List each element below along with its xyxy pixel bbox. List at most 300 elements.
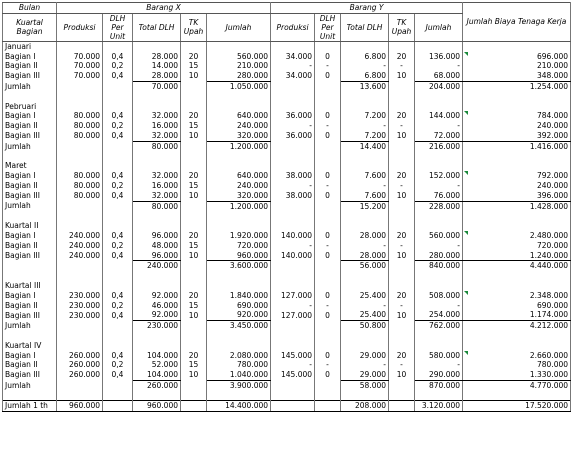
cell-value: 780.000 <box>463 360 571 370</box>
cell-value: 2.660.000 <box>463 351 571 361</box>
subtotal-value <box>181 201 207 211</box>
empty-cell <box>271 41 315 51</box>
cell-value: 10 <box>389 131 415 141</box>
grand-total-value: 14.400.000 <box>207 401 271 412</box>
cell-value: - <box>415 301 463 311</box>
table-row <box>3 52 571 62</box>
cell-value: 792.000 <box>463 171 571 181</box>
empty-cell <box>315 102 341 112</box>
cell-value: 72.000 <box>415 131 463 141</box>
grand-total-value: 3.120.000 <box>415 401 463 412</box>
empty-cell <box>103 161 133 171</box>
cell-value: 70.000 <box>57 52 103 62</box>
empty-cell <box>315 341 341 351</box>
cell-value: 1.174.000 <box>463 310 571 320</box>
cell-value: 20 <box>181 171 207 181</box>
cell-value: 10 <box>181 251 207 261</box>
subtotal-value <box>57 261 103 271</box>
cell-value: 145.000 <box>271 351 315 361</box>
subtotal-value: 80.000 <box>133 141 181 151</box>
cell-value: 127.000 <box>271 310 315 320</box>
table-row <box>3 351 571 361</box>
cell-value: 80.000 <box>57 171 103 181</box>
subtotal-value: 3.450.000 <box>207 321 271 331</box>
empty-cell <box>3 271 57 281</box>
cell-value: 32.000 <box>133 171 181 181</box>
subtotal-label: Jumlah <box>3 380 57 390</box>
cell-value: 0 <box>315 251 341 261</box>
cell-value: 1.330.000 <box>463 370 571 380</box>
table-row <box>3 61 571 71</box>
cell-value: 136.000 <box>415 52 463 62</box>
cell-value: 784.000 <box>463 111 571 121</box>
subtotal-value <box>271 321 315 331</box>
cell-value: 32.000 <box>133 191 181 201</box>
row-label: Bagian III <box>3 251 57 261</box>
empty-cell <box>271 391 315 401</box>
grand-total-label: Jumlah 1 th <box>3 401 57 412</box>
empty-cell <box>463 341 571 351</box>
cell-value: - <box>315 121 341 131</box>
cell-value: 96.000 <box>133 251 181 261</box>
subtotal-value: 56.000 <box>341 261 389 271</box>
header-y-total-dlh: Total DLH <box>341 13 389 41</box>
empty-cell <box>271 102 315 112</box>
cell-value: 144.000 <box>415 111 463 121</box>
empty-cell <box>181 341 207 351</box>
cell-value: 320.000 <box>207 191 271 201</box>
grand-total-value <box>103 401 133 412</box>
cell-value: 140.000 <box>271 231 315 241</box>
cell-value: 36.000 <box>271 131 315 141</box>
cell-value: 20 <box>389 171 415 181</box>
subtotal-value <box>271 380 315 390</box>
empty-cell <box>103 92 133 102</box>
empty-cell <box>271 211 315 221</box>
empty-cell <box>3 211 57 221</box>
comment-marker-icon <box>464 351 468 355</box>
empty-cell <box>103 152 133 162</box>
cell-value: 25.400 <box>341 310 389 320</box>
subtotal-value: 1.200.000 <box>207 201 271 211</box>
spacer-row <box>3 391 571 401</box>
empty-cell <box>271 331 315 341</box>
header-barang-x: Barang X <box>57 3 271 14</box>
empty-cell <box>341 221 389 231</box>
table-row <box>3 181 571 191</box>
empty-cell <box>133 391 181 401</box>
cell-value: - <box>389 301 415 311</box>
cell-value: 20 <box>389 291 415 301</box>
subtotal-value <box>315 261 341 271</box>
row-label: Bagian II <box>3 61 57 71</box>
cell-value: - <box>315 61 341 71</box>
empty-cell <box>341 152 389 162</box>
cell-value: 10 <box>389 191 415 201</box>
cell-value: 10 <box>181 370 207 380</box>
cell-value: - <box>389 121 415 131</box>
subtotal-value <box>57 141 103 151</box>
table-row <box>3 131 571 141</box>
cell-value: 508.000 <box>415 291 463 301</box>
cell-value: 20 <box>389 52 415 62</box>
empty-cell <box>389 102 415 112</box>
empty-cell <box>207 92 271 102</box>
cell-value: - <box>389 181 415 191</box>
empty-cell <box>415 331 463 341</box>
period-label: Pebruari <box>3 102 57 112</box>
cell-value: 0 <box>315 111 341 121</box>
empty-cell <box>181 221 207 231</box>
cell-value: 104.000 <box>133 370 181 380</box>
cell-value: 0,2 <box>103 61 133 71</box>
subtotal-value <box>315 141 341 151</box>
cell-value: - <box>341 121 389 131</box>
empty-cell <box>315 331 341 341</box>
subtotal-value: 80.000 <box>133 201 181 211</box>
cell-value: 6.800 <box>341 71 389 81</box>
cell-value: - <box>415 121 463 131</box>
empty-cell <box>181 161 207 171</box>
subtotal-label: Jumlah <box>3 201 57 211</box>
subtotal-value: 204.000 <box>415 81 463 91</box>
comment-marker-icon <box>464 52 468 56</box>
empty-cell <box>389 211 415 221</box>
header-row-1 <box>3 3 571 14</box>
cell-value: 280.000 <box>207 71 271 81</box>
cell-value: 0,4 <box>103 351 133 361</box>
table-row <box>3 251 571 261</box>
cell-value: 0,2 <box>103 181 133 191</box>
subtotal-label <box>3 261 57 271</box>
empty-cell <box>389 391 415 401</box>
cell-value: - <box>341 241 389 251</box>
comment-marker-icon <box>464 171 468 175</box>
cell-value: 80.000 <box>57 111 103 121</box>
cell-value: 20 <box>389 351 415 361</box>
cell-value: 15 <box>181 241 207 251</box>
comment-marker-icon <box>464 231 468 235</box>
subtotal-value <box>315 201 341 211</box>
subtotal-value: 4.440.000 <box>463 261 571 271</box>
empty-cell <box>57 281 103 291</box>
subtotal-value <box>103 380 133 390</box>
cell-value: 640.000 <box>207 111 271 121</box>
period-label: Kuartal II <box>3 221 57 231</box>
empty-cell <box>341 211 389 221</box>
empty-cell <box>315 152 341 162</box>
period-row <box>3 221 571 231</box>
subtotal-value: 50.800 <box>341 321 389 331</box>
cell-value: 76.000 <box>415 191 463 201</box>
empty-cell <box>463 271 571 281</box>
row-label: Bagian I <box>3 291 57 301</box>
row-label: Bagian II <box>3 121 57 131</box>
grand-total-value: 960.000 <box>133 401 181 412</box>
empty-cell <box>389 281 415 291</box>
subtotal-value <box>389 321 415 331</box>
empty-cell <box>133 211 181 221</box>
cell-value: 0 <box>315 351 341 361</box>
cell-value: - <box>341 360 389 370</box>
empty-cell <box>271 281 315 291</box>
cell-value: 0,2 <box>103 301 133 311</box>
cell-value: 0,4 <box>103 131 133 141</box>
empty-cell <box>389 41 415 51</box>
subtotal-value <box>389 380 415 390</box>
cell-value: 0,2 <box>103 121 133 131</box>
period-row <box>3 161 571 171</box>
empty-cell <box>57 92 103 102</box>
header-bulan: Bulan <box>3 3 57 14</box>
cell-value: 7.600 <box>341 171 389 181</box>
cell-value: 10 <box>389 370 415 380</box>
subtotal-value: 1.428.000 <box>463 201 571 211</box>
empty-cell <box>207 102 271 112</box>
cell-value: 80.000 <box>57 131 103 141</box>
empty-cell <box>103 221 133 231</box>
empty-cell <box>271 152 315 162</box>
cell-value: 36.000 <box>271 111 315 121</box>
empty-cell <box>389 92 415 102</box>
cell-value: - <box>389 241 415 251</box>
empty-cell <box>133 271 181 281</box>
empty-cell <box>341 41 389 51</box>
cell-value: 0,4 <box>103 52 133 62</box>
empty-cell <box>315 41 341 51</box>
subtotal-label: Jumlah <box>3 141 57 151</box>
cell-value: - <box>389 61 415 71</box>
empty-cell <box>341 341 389 351</box>
cell-value: 7.200 <box>341 111 389 121</box>
row-label: Bagian I <box>3 111 57 121</box>
period-row <box>3 281 571 291</box>
subtotal-value: 870.000 <box>415 380 463 390</box>
empty-cell <box>341 331 389 341</box>
header-y-tk-upah: TK Upah <box>389 13 415 41</box>
table-row <box>3 301 571 311</box>
cell-value: 38.000 <box>271 191 315 201</box>
empty-cell <box>315 271 341 281</box>
header-y-jumlah: Jumlah <box>415 13 463 41</box>
empty-cell <box>415 41 463 51</box>
empty-cell <box>57 221 103 231</box>
cell-value: 145.000 <box>271 370 315 380</box>
empty-cell <box>181 211 207 221</box>
cell-value: 32.000 <box>133 131 181 141</box>
cell-value: 690.000 <box>207 301 271 311</box>
empty-cell <box>207 271 271 281</box>
cell-value: 290.000 <box>415 370 463 380</box>
row-label: Bagian III <box>3 191 57 201</box>
cell-value: - <box>341 301 389 311</box>
cell-value: 10 <box>389 251 415 261</box>
subtotal-value <box>389 201 415 211</box>
table-row <box>3 171 571 181</box>
cell-value: 0 <box>315 310 341 320</box>
subtotal-value <box>389 261 415 271</box>
empty-cell <box>415 161 463 171</box>
cell-value: 15 <box>181 181 207 191</box>
grand-total-row <box>3 401 571 412</box>
subtotal-value <box>315 321 341 331</box>
empty-cell <box>103 391 133 401</box>
cell-value: 32.000 <box>133 111 181 121</box>
cell-value: 240.000 <box>57 251 103 261</box>
cell-value: 1.240.000 <box>463 251 571 261</box>
subtotal-value <box>103 261 133 271</box>
cell-value: - <box>271 360 315 370</box>
cell-value: 10 <box>181 191 207 201</box>
cell-value: 38.000 <box>271 171 315 181</box>
cell-value: 20 <box>389 111 415 121</box>
header-kuartal-bagian: Kuartal Bagian <box>3 13 57 41</box>
cell-value: - <box>315 360 341 370</box>
table-row <box>3 241 571 251</box>
empty-cell <box>57 41 103 51</box>
subtotal-row <box>3 201 571 211</box>
cell-value: 280.000 <box>415 251 463 261</box>
grand-total-value <box>389 401 415 412</box>
cell-value: - <box>271 61 315 71</box>
cell-value: 2.348.000 <box>463 291 571 301</box>
empty-cell <box>271 271 315 281</box>
cell-value: 29.000 <box>341 351 389 361</box>
cell-value: 260.000 <box>57 360 103 370</box>
cell-value: 0 <box>315 171 341 181</box>
cell-value: 28.000 <box>341 251 389 261</box>
cell-value: 1.040.000 <box>207 370 271 380</box>
cell-value: 960.000 <box>207 251 271 261</box>
subtotal-value: 260.000 <box>133 380 181 390</box>
subtotal-value: 70.000 <box>133 81 181 91</box>
subtotal-row <box>3 141 571 151</box>
empty-cell <box>103 331 133 341</box>
empty-cell <box>207 152 271 162</box>
cell-value: 348.000 <box>463 71 571 81</box>
cell-value: 10 <box>181 131 207 141</box>
empty-cell <box>389 161 415 171</box>
subtotal-value <box>57 81 103 91</box>
period-row <box>3 341 571 351</box>
header-x-total-dlh: Total DLH <box>133 13 181 41</box>
cell-value: - <box>415 360 463 370</box>
empty-cell <box>3 331 57 341</box>
cell-value: 16.000 <box>133 181 181 191</box>
cell-value: 1.920.000 <box>207 231 271 241</box>
cell-value: 80.000 <box>57 191 103 201</box>
cell-value: 28.000 <box>133 52 181 62</box>
empty-cell <box>181 92 207 102</box>
cell-value: 0,4 <box>103 251 133 261</box>
table-row <box>3 191 571 201</box>
cell-value: 0 <box>315 71 341 81</box>
cell-value: 240.000 <box>463 121 571 131</box>
cell-value: - <box>271 301 315 311</box>
table-row <box>3 370 571 380</box>
cell-value: - <box>415 181 463 191</box>
empty-cell <box>133 152 181 162</box>
empty-cell <box>133 281 181 291</box>
empty-cell <box>57 331 103 341</box>
empty-cell <box>3 391 57 401</box>
cell-value: 15 <box>181 301 207 311</box>
table-row <box>3 310 571 320</box>
subtotal-value <box>271 81 315 91</box>
empty-cell <box>207 331 271 341</box>
header-x-dlh-per-unit: DLH Per Unit <box>103 13 133 41</box>
empty-cell <box>57 271 103 281</box>
cell-value: 15 <box>181 61 207 71</box>
cell-value: 0 <box>315 191 341 201</box>
empty-cell <box>3 92 57 102</box>
empty-cell <box>315 281 341 291</box>
cell-value: 230.000 <box>57 301 103 311</box>
cell-value: 104.000 <box>133 351 181 361</box>
period-row <box>3 41 571 51</box>
cell-value: 10 <box>181 310 207 320</box>
cell-value: 6.800 <box>341 52 389 62</box>
cell-value: 640.000 <box>207 171 271 181</box>
subtotal-label: Jumlah <box>3 321 57 331</box>
cell-value: 210.000 <box>207 61 271 71</box>
labor-cost-table <box>2 2 571 412</box>
cell-value: 392.000 <box>463 131 571 141</box>
cell-value: 34.000 <box>271 71 315 81</box>
comment-marker-icon <box>464 111 468 115</box>
row-label: Bagian III <box>3 131 57 141</box>
comment-marker-icon <box>464 291 468 295</box>
row-label: Bagian II <box>3 301 57 311</box>
header-jumlah-biaya: Jumlah Biaya Tenaga Kerja <box>463 3 571 42</box>
cell-value: 2.480.000 <box>463 231 571 241</box>
subtotal-value <box>181 261 207 271</box>
cell-value: 0 <box>315 231 341 241</box>
labor-cost-budget-sheet <box>2 2 569 412</box>
cell-value: 92.000 <box>133 310 181 320</box>
subtotal-value: 4.770.000 <box>463 380 571 390</box>
empty-cell <box>57 161 103 171</box>
empty-cell <box>315 92 341 102</box>
cell-value: 20 <box>389 231 415 241</box>
subtotal-value: 15.200 <box>341 201 389 211</box>
cell-value: 0 <box>315 291 341 301</box>
cell-value: 320.000 <box>207 131 271 141</box>
empty-cell <box>271 92 315 102</box>
empty-cell <box>207 161 271 171</box>
empty-cell <box>103 281 133 291</box>
cell-value: 230.000 <box>57 291 103 301</box>
empty-cell <box>415 341 463 351</box>
cell-value: - <box>315 181 341 191</box>
cell-value: 68.000 <box>415 71 463 81</box>
empty-cell <box>207 221 271 231</box>
cell-value: 260.000 <box>57 370 103 380</box>
cell-value: 20 <box>181 351 207 361</box>
period-label: Januari <box>3 41 57 51</box>
spacer-row <box>3 211 571 221</box>
cell-value: 96.000 <box>133 231 181 241</box>
header-y-produksi: Produksi <box>271 13 315 41</box>
cell-value: 80.000 <box>57 181 103 191</box>
cell-value: 10 <box>181 71 207 81</box>
cell-value: 20 <box>181 231 207 241</box>
empty-cell <box>207 211 271 221</box>
header-x-jumlah: Jumlah <box>207 13 271 41</box>
empty-cell <box>207 341 271 351</box>
empty-cell <box>341 271 389 281</box>
cell-value: - <box>271 181 315 191</box>
